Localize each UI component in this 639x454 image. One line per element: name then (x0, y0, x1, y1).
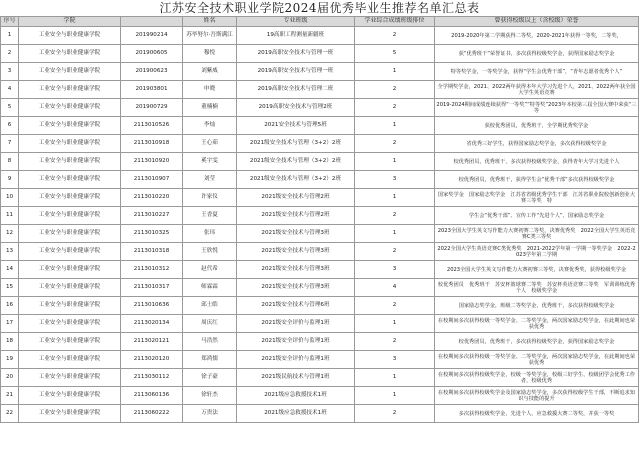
cell-rank: 1 (355, 153, 435, 171)
col-header-honor: 曾获得校级以上（含校级）荣誉 (435, 17, 639, 27)
cell-name: 徐轩杰 (183, 387, 237, 405)
cell-class: 2019高职安全技术与管理2班 (237, 99, 355, 117)
cell-name: 郑鸿儒 (183, 351, 237, 369)
cell-class: 2021级民航技术与管理1班 (237, 369, 355, 387)
cell-name: 赵代希 (183, 261, 237, 279)
cell-student-id: 2113010918 (121, 135, 183, 153)
cell-college: 工业安全与职业健康学院 (19, 153, 121, 171)
cell-honor: 2022全国大学生英语竞赛C类优秀奖 2021-2022学年第一学期一等奖学金 2022-2023学年第二学期 (435, 243, 639, 261)
cell-honor: 校优秀团员 优秀班干 苏安杯篮球赛二等奖 苏安杯英语竞赛三等奖 军训训练优秀个人 校级奖学金 (435, 279, 639, 297)
cell-rank: 2 (355, 297, 435, 315)
cell-class: 2021级安全技术与管理3班 (237, 225, 355, 243)
table-header-row (1, 17, 639, 27)
table-row (1, 27, 639, 45)
cell-rank: 4 (355, 279, 435, 297)
cell-honor: 校优秀团员，优秀班干，获得学生会“优秀干部”多次获得校级奖学金 (435, 171, 639, 189)
table-row (1, 153, 639, 171)
col-header-class: 专业班级 (237, 17, 355, 27)
cell-name: 王心茹 (183, 135, 237, 153)
cell-student-id: 2113010318 (121, 243, 183, 261)
cell-student-id: 201903801 (121, 81, 183, 99)
table-row (1, 297, 639, 315)
cell-student-id: 2113020121 (121, 333, 183, 351)
cell-no: 7 (1, 135, 19, 153)
table-row (1, 279, 639, 297)
cell-honor: 2019-2024期间成绩连续获得“一等奖”“特等奖”2023年本校第三届全国大赛中荣获“三等 (435, 99, 639, 117)
cell-honor: 在校期间多次获得校级一等奖学金、二等奖学金，两次国家励志奖学金，在此期间也荣获优秀 (435, 351, 639, 369)
cell-name: 王香夏 (183, 207, 237, 225)
cell-name: 王欣悦 (183, 243, 237, 261)
cell-rank: 2 (355, 207, 435, 225)
table-row (1, 171, 639, 189)
cell-honor: 国家励志奖学金，班级二等奖学金，优秀班干，多次获得校级奖学金 (435, 297, 639, 315)
table-row (1, 189, 639, 207)
cell-rank: 2 (355, 27, 435, 45)
cell-rank: 2 (355, 99, 435, 117)
cell-no: 14 (1, 261, 19, 279)
cell-class: 2021级安全技术与管理2班 (237, 189, 355, 207)
cell-student-id: 2113060222 (121, 405, 183, 423)
cell-name: 穆悦 (183, 45, 237, 63)
cell-no: 6 (1, 117, 19, 135)
col-header-sid (121, 17, 183, 27)
cell-student-id: 2113060136 (121, 387, 183, 405)
cell-name: 张玮 (183, 225, 237, 243)
cell-rank: 1 (355, 63, 435, 81)
cell-college: 工业安全与职业健康学院 (19, 189, 121, 207)
col-header-no: 序号 (1, 17, 19, 27)
cell-student-id: 2113030112 (121, 369, 183, 387)
cell-no: 1 (1, 27, 19, 45)
cell-student-id: 201900605 (121, 45, 183, 63)
cell-class: 2021级安全技术与管理2班 (237, 207, 355, 225)
cell-class: 2021级安全评价与监理1班 (237, 351, 355, 369)
cell-student-id: 201900729 (121, 99, 183, 117)
cell-rank: 1 (355, 117, 435, 135)
cell-college: 工业安全与职业健康学院 (19, 315, 121, 333)
cell-student-id: 2113020134 (121, 315, 183, 333)
page-title: 江苏安全技术职业学院2024届优秀毕业生推荐名单汇总表 (159, 1, 480, 15)
cell-no: 17 (1, 315, 19, 333)
cell-class: 2021级安全技术与管理3班 (237, 261, 355, 279)
cell-name: 周庆红 (183, 315, 237, 333)
cell-no: 9 (1, 171, 19, 189)
cell-no: 13 (1, 243, 19, 261)
cell-college: 工业安全与职业健康学院 (19, 171, 121, 189)
table-row (1, 351, 639, 369)
cell-class: 2021级安全技术与管理（3+2）2班 (237, 135, 355, 153)
cell-college: 工业安全与职业健康学院 (19, 225, 121, 243)
cell-no: 2 (1, 45, 19, 63)
cell-class: 2021级安全技术与管理（3+2）2班 (237, 171, 355, 189)
cell-no: 5 (1, 99, 19, 117)
cell-class: 19高职工程测量新疆班 (237, 27, 355, 45)
cell-student-id: 2113010227 (121, 207, 183, 225)
cell-class: 2021级安全技术与管理3班 (237, 243, 355, 261)
cell-honor: 在校期间多次获得校级奖学金，校级一等奖学金，校级三好学生、校级团学会优秀工作者，校级优秀 (435, 369, 639, 387)
table-row (1, 405, 639, 423)
cell-college: 工业安全与职业健康学院 (19, 99, 121, 117)
col-header-rank: 学业综合成绩班级排位 (355, 17, 435, 27)
cell-honor: 获“优秀班干”荣誉证书，多次获得校级奖学金，获得国家励志奖学金 (435, 45, 639, 63)
cell-student-id: 2113010907 (121, 171, 183, 189)
cell-honor: 多次获得校级奖学金，先进个人，应急救援大赛二等奖，并获一等奖 (435, 405, 639, 423)
cell-student-id: 2113010317 (121, 279, 183, 297)
cell-college: 工业安全与职业健康学院 (19, 405, 121, 423)
cell-rank: 3 (355, 171, 435, 189)
cell-college: 工业安全与职业健康学院 (19, 297, 121, 315)
table-row (1, 243, 639, 261)
cell-rank: 3 (355, 261, 435, 279)
table-row (1, 99, 639, 117)
cell-rank: 1 (355, 189, 435, 207)
table-row (1, 45, 639, 63)
table-row (1, 387, 639, 405)
cell-rank: 1 (355, 315, 435, 333)
cell-name: 李灿 (183, 117, 237, 135)
cell-name: 邱士皓 (183, 297, 237, 315)
cell-no: 8 (1, 153, 19, 171)
cell-honor: 校优秀团员，优秀班干，多次获得校级奖学金，获得国家励志奖学金 (435, 333, 639, 351)
cell-class: 2021级应急救援技术1班 (237, 405, 355, 423)
cell-rank: 2 (355, 405, 435, 423)
cell-class: 2019高职安全技术与管理二班 (237, 81, 355, 99)
cell-no: 16 (1, 297, 19, 315)
cell-college: 工业安全与职业健康学院 (19, 279, 121, 297)
cell-rank: 2 (355, 333, 435, 351)
cell-college: 工业安全与职业健康学院 (19, 261, 121, 279)
cell-class: 2019高职安全技术与管理一班 (237, 63, 355, 81)
cell-name: 马浩然 (183, 333, 237, 351)
cell-college: 工业安全与职业健康学院 (19, 117, 121, 135)
cell-class: 2021安全技术与管理5班 (237, 117, 355, 135)
cell-name: 苏毕努尔·吾斯满江 (183, 27, 237, 45)
cell-college: 工业安全与职业健康学院 (19, 207, 121, 225)
cell-honor: 在校期间多次获得校级奖学金及国家励志奖学金，多次获得校级学生干部，不断追求知识与技能的提升 (435, 387, 639, 405)
table-row (1, 63, 639, 81)
cell-college: 工业安全与职业健康学院 (19, 333, 121, 351)
cell-name: 刘莹 (183, 171, 237, 189)
recommendation-table (0, 16, 639, 423)
col-header-college: 学院 (19, 17, 121, 27)
cell-class: 2021级安全技术与管理（3+2）2班 (237, 153, 355, 171)
table-row (1, 369, 639, 387)
cell-rank: 3 (355, 351, 435, 369)
cell-class: 2021级应急救援技术1班 (237, 387, 355, 405)
cell-honor: 特等奖学金，一等奖学金，获得“学生会优秀干部”，“青年志愿者优秀个人” (435, 63, 639, 81)
cell-honor: 2019-2020年第二学期获得二等奖，2020-2021年获得一等奖，二等奖， (435, 27, 639, 45)
cell-name: 申晓 (183, 81, 237, 99)
cell-student-id: 2113010526 (121, 117, 183, 135)
cell-name: 师霖霖 (183, 279, 237, 297)
cell-honor: 学生会“优秀干部”、宣传工作“先进个人”、国家励志奖学金 (435, 207, 639, 225)
cell-class: 2021级安全评价与监理1班 (237, 333, 355, 351)
cell-no: 20 (1, 369, 19, 387)
cell-rank: 1 (355, 387, 435, 405)
cell-honor: 2023全国大学生英文写作能力大赛初赛三等奖，决赛优秀奖，获得校级奖学金 (435, 261, 639, 279)
cell-no: 10 (1, 189, 19, 207)
cell-rank: 1 (355, 369, 435, 387)
cell-name: 奚宇雯 (183, 153, 237, 171)
cell-no: 22 (1, 405, 19, 423)
cell-name: 徐子豪 (183, 369, 237, 387)
cell-college: 工业安全与职业健康学院 (19, 63, 121, 81)
cell-honor: 全学期奖学金，2021、2022两年获得本年大学习先进个人，2021、2022两年获全国大学生英语竞赛 (435, 81, 639, 99)
cell-rank: 2 (355, 81, 435, 99)
table-row (1, 261, 639, 279)
cell-student-id: 201990214 (121, 27, 183, 45)
cell-college: 工业安全与职业健康学院 (19, 45, 121, 63)
cell-rank: 5 (355, 45, 435, 63)
cell-student-id: 2113010220 (121, 189, 183, 207)
cell-student-id: 2113010312 (121, 261, 183, 279)
cell-class: 2021级安全技术与管理3班 (237, 279, 355, 297)
cell-college: 工业安全与职业健康学院 (19, 243, 121, 261)
table-row (1, 207, 639, 225)
table-row (1, 135, 639, 153)
table-row (1, 225, 639, 243)
cell-no: 21 (1, 387, 19, 405)
cell-no: 3 (1, 63, 19, 81)
cell-name: 万贵法 (183, 405, 237, 423)
cell-student-id: 2113010325 (121, 225, 183, 243)
col-header-name: 姓名 (183, 17, 237, 27)
table-row (1, 315, 639, 333)
cell-honor: 获校优秀团员，优秀班干，全学期优秀奖学金 (435, 117, 639, 135)
cell-student-id: 201900623 (121, 63, 183, 81)
table-row (1, 333, 639, 351)
cell-no: 12 (1, 225, 19, 243)
cell-name: 董楠楠 (183, 99, 237, 117)
cell-class: 2021级安全评价与监理1班 (237, 315, 355, 333)
cell-college: 工业安全与职业健康学院 (19, 351, 121, 369)
cell-honor: 省优秀三好学生，获得国家励志奖学金，多次获得校级奖学金 (435, 135, 639, 153)
cell-college: 工业安全与职业健康学院 (19, 369, 121, 387)
table-row (1, 117, 639, 135)
cell-no: 15 (1, 279, 19, 297)
cell-name: 刘紫威 (183, 63, 237, 81)
cell-class: 2019高职安全技术与管理一班 (237, 45, 355, 63)
cell-college: 工业安全与职业健康学院 (19, 27, 121, 45)
cell-rank: 2 (355, 243, 435, 261)
cell-honor: 2023全国大学生英文写作能力大赛初赛二等奖，决赛优秀奖 2022全国大学生英语竞赛C类三等奖 (435, 225, 639, 243)
table-row (1, 81, 639, 99)
cell-rank: 1 (355, 225, 435, 243)
cell-no: 11 (1, 207, 19, 225)
cell-student-id: 2113020120 (121, 351, 183, 369)
cell-honor: 校优秀团员，优秀班干，多次获得校级奖学金，获得青年大学习先进个人 (435, 153, 639, 171)
cell-honor: 国家奖学金 国家励志奖学金 江苏省省级优秀学生干部 江苏省职业院校创新创业大赛三等奖 特 (435, 189, 639, 207)
cell-college: 工业安全与职业健康学院 (19, 81, 121, 99)
cell-honor: 在校期间多次获得校级一等奖学金、二等奖学金，两次国家励志奖学金，在此期间也荣获优秀 (435, 315, 639, 333)
cell-college: 工业安全与职业健康学院 (19, 135, 121, 153)
cell-name: 许家仪 (183, 189, 237, 207)
cell-student-id: 2113010636 (121, 297, 183, 315)
cell-no: 18 (1, 333, 19, 351)
cell-no: 19 (1, 351, 19, 369)
cell-student-id: 2113010920 (121, 153, 183, 171)
cell-no: 4 (1, 81, 19, 99)
cell-class: 2021级安全技术与管理6班 (237, 297, 355, 315)
cell-college: 工业安全与职业健康学院 (19, 387, 121, 405)
cell-rank: 2 (355, 135, 435, 153)
